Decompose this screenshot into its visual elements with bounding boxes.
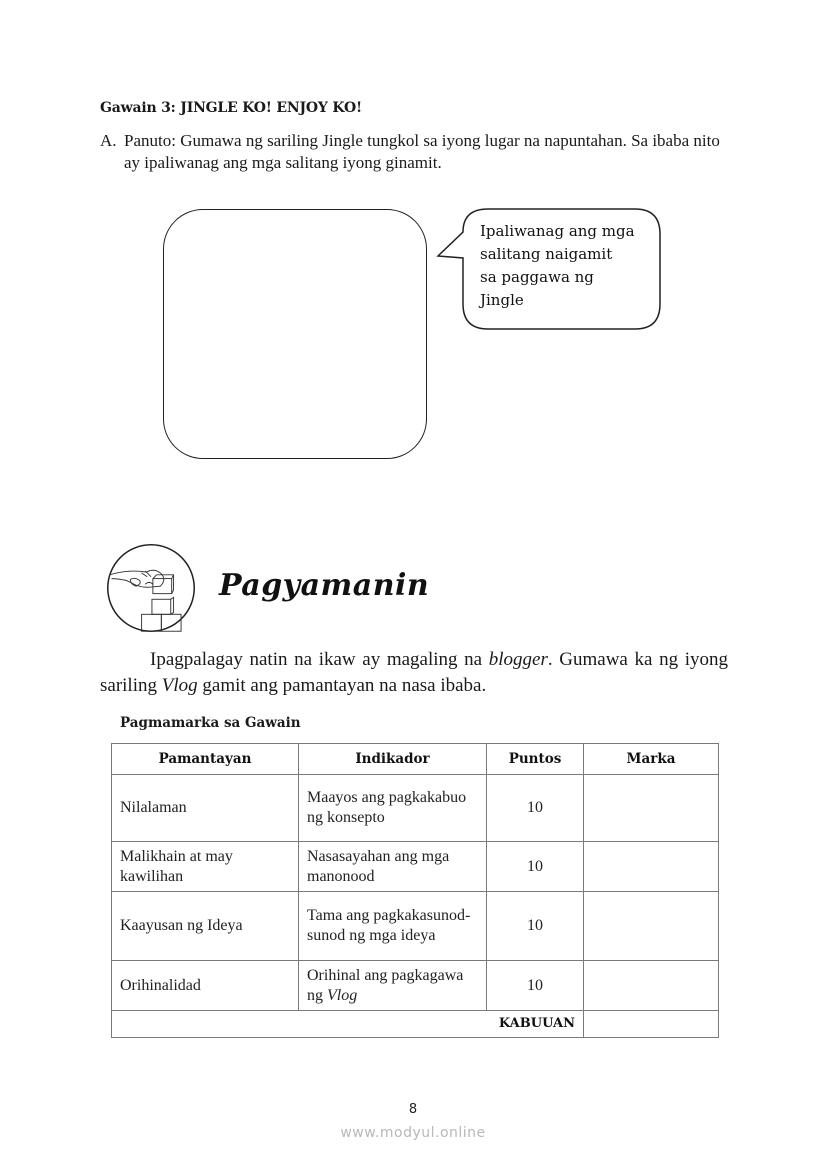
indicator-italic-vlog: Vlog xyxy=(327,986,358,1004)
criterion-cell: Orihinalidad xyxy=(112,961,299,1011)
paragraph-italic-vlog: Vlog xyxy=(161,675,198,696)
score-cell[interactable] xyxy=(584,892,719,961)
header-pamantayan: Pamantayan xyxy=(112,744,299,775)
instruction-text: Panuto: Gumawa ng sariling Jingle tungkol sa iyong lugar na napuntahan. Sa ibaba nito ay ipaliwanag ang mga salitang iyong ginamit. xyxy=(124,131,720,172)
table-row xyxy=(112,892,719,961)
rubric-table xyxy=(111,743,719,1038)
header-indikador: Indikador xyxy=(299,744,487,775)
indicator-text: Orihinal ang pagkagawa ng xyxy=(307,966,464,1004)
total-row xyxy=(112,1011,719,1038)
paragraph-text: . Gumawa ka ng iyong sariling xyxy=(100,649,728,696)
score-cell[interactable] xyxy=(584,775,719,842)
criterion-cell: Nilalaman xyxy=(112,775,299,842)
table-row xyxy=(112,775,719,842)
instruction xyxy=(100,130,730,174)
section-title: Pagyamanin xyxy=(219,568,430,603)
hand-stacking-blocks-icon xyxy=(104,541,198,635)
total-label: KABUUAN xyxy=(112,1011,584,1038)
indicator-cell xyxy=(299,961,487,1011)
criterion-cell: Malikhain at may kawilihan xyxy=(112,842,299,892)
paragraph-text: Ipagpalagay natin na ikaw ay magaling na xyxy=(150,649,489,670)
total-score-cell[interactable] xyxy=(584,1011,719,1038)
bubble-line: Ipaliwanag ang mga xyxy=(480,222,635,240)
points-cell: 10 xyxy=(487,961,584,1011)
bubble-line: salitang naigamit xyxy=(480,245,613,263)
watermark: www.modyul.online xyxy=(340,1125,486,1141)
points-cell: 10 xyxy=(487,842,584,892)
indicator-cell: Maayos ang pagkakabuo ng konsepto xyxy=(299,775,487,842)
paragraph-text: gamit ang pamantayan na nasa ibaba. xyxy=(197,675,487,696)
activity-title: Gawain 3: JINGLE KO! ENJOY KO! xyxy=(100,100,362,116)
points-cell: 10 xyxy=(487,892,584,961)
header-puntos: Puntos xyxy=(487,744,584,775)
score-cell[interactable] xyxy=(584,842,719,892)
points-cell: 10 xyxy=(487,775,584,842)
table-row xyxy=(112,961,719,1011)
jingle-answer-box[interactable] xyxy=(163,209,427,459)
paragraph-italic-blogger: blogger xyxy=(488,649,548,670)
indicator-cell: Tama ang pagkakasunod-sunod ng mga ideya xyxy=(299,892,487,961)
bubble-line: sa paggawa ng xyxy=(480,268,594,286)
page-number: 8 xyxy=(408,1102,418,1117)
table-row xyxy=(112,842,719,892)
table-header-row xyxy=(112,744,719,775)
header-marka: Marka xyxy=(584,744,719,775)
indicator-cell: Nasasayahan ang mga manonood xyxy=(299,842,487,892)
task-paragraph xyxy=(100,647,728,699)
speech-bubble-text xyxy=(480,220,660,312)
bubble-line: Jingle xyxy=(480,291,524,309)
instruction-marker: A. xyxy=(100,131,117,150)
criterion-cell: Kaayusan ng Ideya xyxy=(112,892,299,961)
score-cell[interactable] xyxy=(584,961,719,1011)
rubric-caption: Pagmamarka sa Gawain xyxy=(120,715,301,731)
